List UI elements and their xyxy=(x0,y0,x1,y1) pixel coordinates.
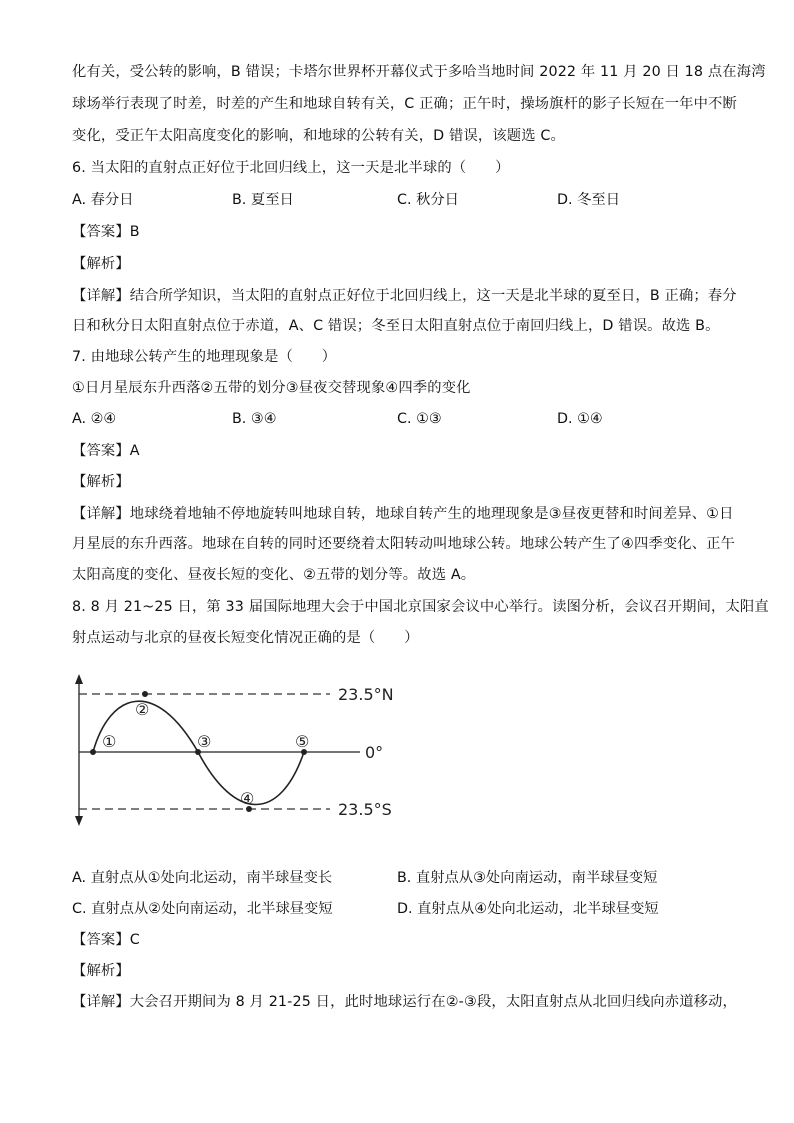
q8-option-d: D. 直射点从④处向北运动，北半球昼变短 xyxy=(397,901,659,917)
q6-option-b: B. 夏至日 xyxy=(232,192,294,208)
q8-answer: 【答案】C xyxy=(72,932,140,948)
q7-detail-1: 【详解】地球绕着地轴不停地旋转叫地球自转，地球自转产生的地理现象是③昼夜更替和时间差异、①日 xyxy=(72,506,734,522)
label-23-5-n: 23.5°N xyxy=(338,685,394,704)
point-1-dot xyxy=(90,749,96,755)
q6-option-d: D. 冬至日 xyxy=(557,192,620,208)
axis-arrow-bottom-icon xyxy=(75,816,83,826)
q6-detail-2: 日和秋分日太阳直射点位于赤道，A、C 错误；冬至日太阳直射点位于南回归线上，D 错误。故选 B。 xyxy=(72,318,720,334)
q8-detail-1: 【详解】大会召开期间为 8 月 21-25 日，此时地球运行在②-③段，太阳直射点从北回归线向赤道移动， xyxy=(72,994,737,1010)
label-23-5-s: 23.5°S xyxy=(338,800,392,819)
point-4-label: ④ xyxy=(240,789,255,808)
q6-analysis-label: 【解析】 xyxy=(72,256,130,272)
q8-stem-2: 射点运动与北京的昼夜长短变化情况正确的是（ ） xyxy=(72,630,419,646)
q8-stem-1: 8. 8 月 21~25 日，第 33 届国际地理大会于中国北京国家会议中心举行。读图分析，会议召开期间，太阳直 xyxy=(72,599,769,615)
q6-detail-1: 【详解】结合所学知识，当太阳的直射点正好位于北回归线上，这一天是北半球的夏至日，B 正确；春分 xyxy=(72,288,737,304)
q7-option-b: B. ③④ xyxy=(232,411,277,427)
q7-option-a: A. ②④ xyxy=(72,411,117,427)
q7-detail-2: 月星辰的东升西落。地球在自转的同时还要绕着太阳转动叫地球公转。地球公转产生了④四季变化、正午 xyxy=(72,536,736,552)
q6-option-a: A. 春分日 xyxy=(72,192,134,208)
q6-option-c: C. 秋分日 xyxy=(397,192,459,208)
label-equator: 0° xyxy=(365,743,384,762)
q8-option-b: B. 直射点从③处向南运动，南半球昼变短 xyxy=(397,870,658,886)
intro-line-2: 球场举行表现了时差，时差的产生和地球自转有关，C 正确；正午时，操场旗杆的影子长短在一年中不断 xyxy=(72,96,737,112)
point-2-label: ② xyxy=(135,700,150,719)
q6-stem: 6. 当太阳的直射点正好位于北回归线上，这一天是北半球的（ ） xyxy=(72,160,510,176)
q7-option-d: D. ①④ xyxy=(557,411,603,427)
q7-stem: 7. 由地球公转产生的地理现象是（ ） xyxy=(72,349,337,365)
q8-analysis-label: 【解析】 xyxy=(72,963,130,979)
q8-option-a: A. 直射点从①处向北运动，南半球昼变长 xyxy=(72,870,333,886)
q7-option-c: C. ①③ xyxy=(397,411,442,427)
point-1-label: ① xyxy=(102,732,117,751)
intro-line-3: 变化，受正午太阳高度变化的影响，和地球的公转有关，D 错误，该题选 C。 xyxy=(72,128,565,144)
q6-answer: 【答案】B xyxy=(72,224,140,240)
q7-analysis-label: 【解析】 xyxy=(72,474,130,490)
point-3-label: ③ xyxy=(197,732,212,751)
q7-answer: 【答案】A xyxy=(72,443,140,459)
q7-items: ①日月星辰东升西落②五带的划分③昼夜交替现象④四季的变化 xyxy=(72,380,471,396)
point-2-dot xyxy=(142,691,148,697)
q7-detail-3: 太阳高度的变化、昼夜长短的变化、②五带的划分等。故选 A。 xyxy=(72,567,476,583)
q8-option-c: C. 直射点从②处向南运动，北半球昼变短 xyxy=(72,901,333,917)
point-5-label: ⑤ xyxy=(295,732,310,751)
axis-arrow-top-icon xyxy=(75,674,83,684)
intro-line-1: 化有关，受公转的影响，B 错误；卡塔尔世界杯开幕仪式于多哈当地时间 2022 年 11 月 20 日 18 点在海湾 xyxy=(72,64,766,80)
sun-path-diagram xyxy=(60,672,410,832)
